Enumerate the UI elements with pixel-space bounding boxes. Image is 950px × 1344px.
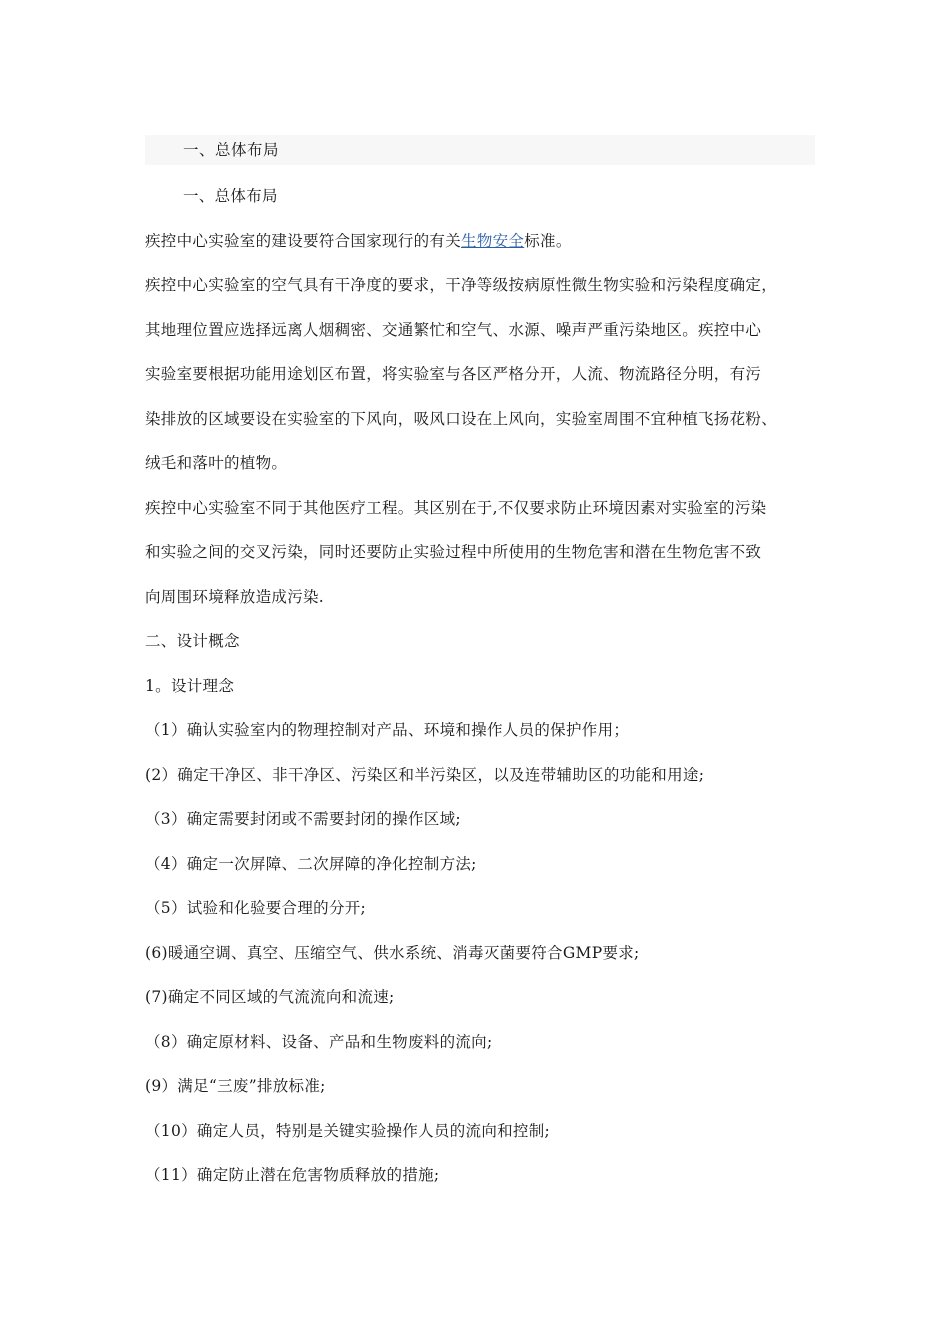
paragraph-line: 绒毛和落叶的植物。 — [145, 454, 288, 472]
list-item: （10）确定人员，特别是关键实验操作人员的流向和控制; — [145, 1121, 551, 1140]
list-item: (6)暖通空调、真空、压缩空气、供水系统、消毒灭菌要符合GMP要求; — [145, 943, 640, 962]
paragraph-text: 标准。 — [524, 231, 572, 250]
subsection-title: 1。设计理念 — [145, 676, 235, 695]
paragraph-line: 实验室要根据功能用途划区布置，将实验室与各区严格分开，人流、物流路径分明，有污 — [145, 365, 762, 383]
paragraph-air-cleanliness — [145, 263, 815, 486]
list-item: （4）确定一次屏障、二次屏障的净化控制方法; — [145, 854, 477, 873]
design-items-list — [145, 708, 815, 1198]
paragraph-line: 和实验之间的交叉污染，同时还要防止实验过程中所使用的生物危害和潜在生物危害不致 — [145, 543, 762, 561]
paragraph-difference — [145, 486, 815, 620]
paragraph-line: 向周围环境释放造成污染. — [145, 587, 325, 606]
list-item: （3）确定需要封闭或不需要封闭的操作区域; — [145, 810, 461, 828]
biosafety-link[interactable]: 生物安全 — [461, 231, 525, 250]
paragraph-standards — [145, 219, 815, 264]
section-heading-banner: 一、总体布局 — [145, 135, 815, 165]
list-item: (2）确定干净区、非干净区、污染区和半污染区，以及连带辅助区的功能和用途; — [145, 765, 705, 784]
list-item: (7)确定不同区域的气流流向和流速; — [145, 988, 395, 1006]
paragraph-line: 染排放的区域要设在实验室的下风向，吸风口设在上风向，实验室周围不宜种植飞扬花粉、 — [145, 409, 778, 428]
list-item: （11）确定防止潜在危害物质释放的措施; — [145, 1166, 440, 1184]
section-heading: 一、总体布局 — [183, 187, 278, 205]
list-item: （1）确认实验室内的物理控制对产品、环境和操作人员的保护作用； — [145, 721, 630, 739]
paragraph-line: 其地理位置应选择远离人烟稠密、交通繁忙和空气、水源、噪声严重污染地区。疾控中心 — [145, 320, 762, 339]
document-body — [145, 135, 815, 1198]
paragraph-line: 疾控中心实验室不同于其他医疗工程。其区别在于,不仅要求防止环境因素对实验室的污染 — [145, 498, 767, 517]
list-item: （8）确定原材料、设备、产品和生物废料的流向; — [145, 1032, 493, 1051]
paragraph-text: 疾控中心实验室的建设要符合国家现行的有关 — [145, 231, 462, 250]
section-title-design-concept: 二、设计概念 — [145, 632, 240, 650]
list-item: （5）试验和化验要合理的分开; — [145, 899, 367, 917]
paragraph-line: 疾控中心实验室的空气具有干净度的要求，干净等级按病原性微生物实验和污染程度确定， — [145, 276, 778, 294]
list-item: (9）满足“三废”排放标准; — [145, 1077, 326, 1095]
